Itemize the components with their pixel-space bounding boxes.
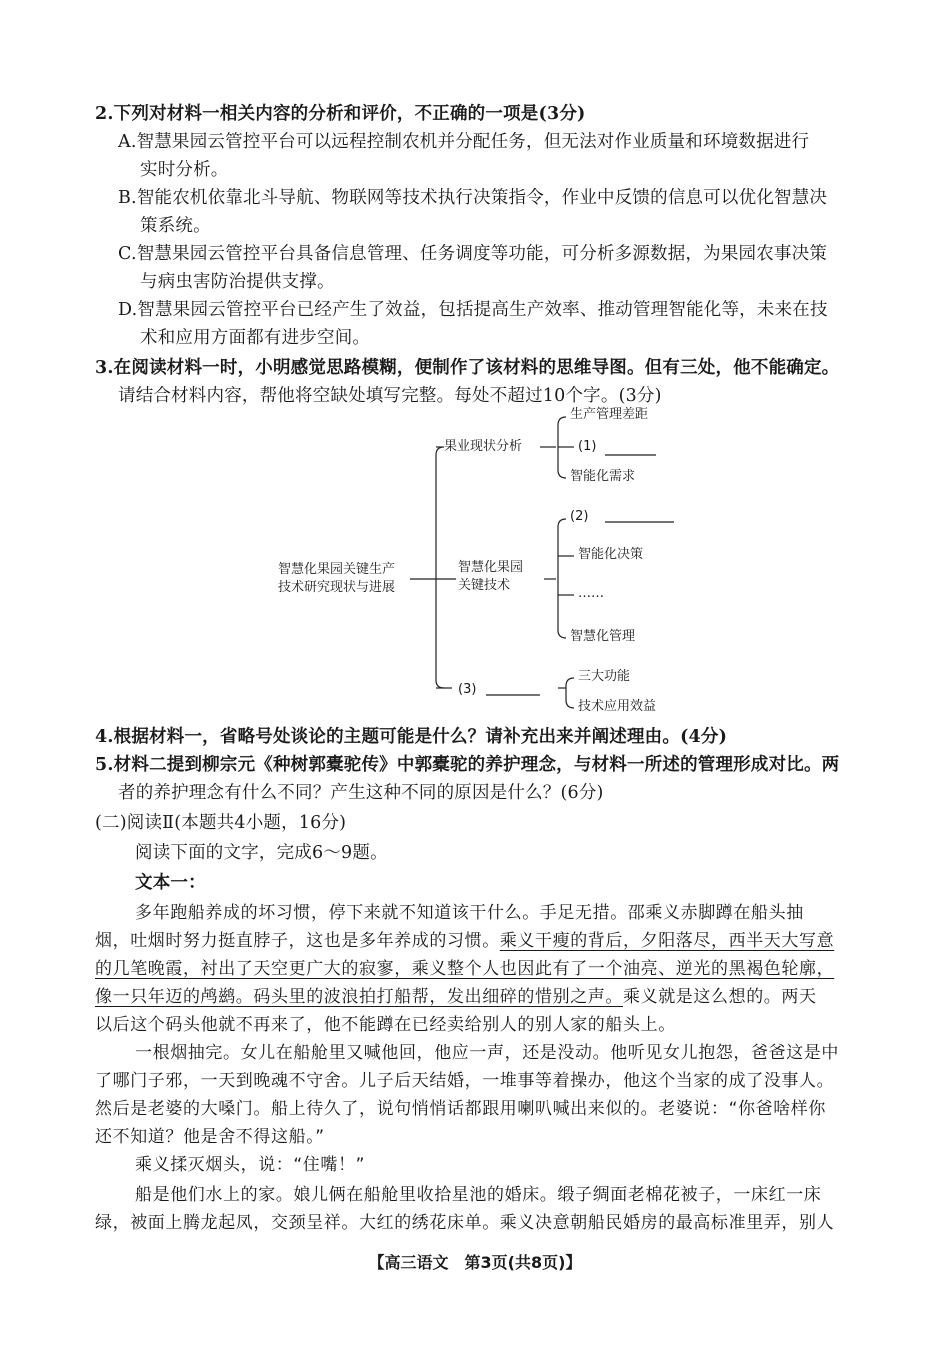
passage-p1-line3: 的几笔晚霞，衬出了天空更广大的寂寥，乘义整个人也因此有了一个油亮、逆光的黑褐色轮廓， — [95, 959, 835, 979]
mind-branch2-item2: 智能化决策 — [578, 547, 644, 562]
passage-p2-line2: 了哪门子邪，一天到晚魂不守舍。儿子后天结婚，一堆事等着操办，他这个当家的成了没事人。 — [95, 1071, 835, 1091]
passage-p1-line4-underlined: 像一只年迈的鸬鹚。码头里的波浪拍打船帮，发出细碎的惜别之声。 — [95, 987, 623, 1007]
passage-p1-line2 — [95, 927, 834, 955]
passage-p1-line2-plain: 烟，吐烟时努力挺直脖子，这也是多年养成的习惯。 — [95, 931, 500, 951]
mind-branch2-item1: (2) — [570, 509, 589, 524]
page-footer: 【高三语文 第3页(共8页)】 — [368, 1253, 582, 1272]
section-2-heading: (二)阅读Ⅱ(本题共4小题，16分) — [95, 813, 347, 833]
mind-branch2-line2: 关键技术 — [458, 578, 511, 593]
question-3-line1: 3.在阅读材料一时，小明感觉思路模糊，便制作了该材料的思维导图。但有三处，他不能确定。 — [95, 358, 840, 378]
passage-p1-line4 — [95, 983, 817, 1011]
mind-branch1-item3: 智能化需求 — [570, 469, 636, 484]
question-4: 4.根据材料一，省略号处谈论的主题可能是什么？请补充出来并阐述理由。(4分) — [95, 727, 728, 747]
mind-map — [260, 395, 700, 725]
question-3-line2: 请结合材料内容，帮他将空缺处填写完整。每处不超过10个字。(3分) — [118, 386, 662, 406]
passage-p2-line1: 一根烟抽完。女儿在船舱里又喊他回，他应一声，还是没动。他听见女儿抱怨，爸爸这是中 — [135, 1043, 839, 1063]
passage-p1-line1: 多年跑船养成的坏习惯，停下来就不知道该干什么。手足无措。邵乘义赤脚蹲在船头抽 — [135, 903, 804, 923]
connector-branch3-bracket — [566, 678, 574, 708]
mind-branch3: (3) — [458, 682, 477, 697]
question-5-line2: 者的养护理念有什么不同？产生这种不同的原因是什么？(6分) — [118, 783, 604, 803]
passage-p4-line1: 船是他们水上的家。娘儿俩在船舱里收拾星池的婚床。缎子绸面老棉花被子，一床红一床 — [135, 1185, 822, 1205]
passage-p1-line2-underlined: 乘义干瘦的背后，夕阳落尽，西半天大写意 — [499, 931, 835, 951]
question-2-stem: 2.下列对材料一相关内容的分析和评价，不正确的一项是(3分) — [95, 104, 586, 124]
connector-main-trunk — [436, 447, 444, 688]
mind-branch1-item2: (1) — [578, 439, 597, 454]
reading-instruction: 阅读下面的文字，完成6～9题。 — [135, 843, 388, 863]
passage-p3: 乘义揉灭烟头，说：“住嘴！” — [135, 1155, 366, 1175]
option-a-line1: A.智慧果园云管控平台可以远程控制农机并分配任务，但无法对作业质量和环境数据进行 — [118, 132, 810, 152]
option-d-line1: D.智慧果园云管控平台已经产生了效益，包括提高生产效率、推动管理智能化等，未来在技 — [118, 300, 828, 320]
option-b-line2: 策系统。 — [140, 216, 211, 236]
option-c-line2: 与病虫害防治提供支撑。 — [140, 272, 335, 292]
mind-branch2-item4: 智慧化管理 — [570, 629, 636, 644]
mind-branch2-item3: …… — [578, 586, 604, 601]
passage-p1-line5: 以后这个码头他就不再来了，他不能蹲在已经卖给别人的别人家的船头上。 — [95, 1015, 676, 1035]
option-d-line2: 术和应用方面都有进步空间。 — [140, 328, 371, 348]
connector-branch2-bracket — [558, 519, 566, 638]
mind-branch1-item1: 生产管理差距 — [570, 407, 649, 422]
mind-root-line1: 智慧化果园关键生产 — [278, 562, 396, 577]
mind-branch1: 果业现状分析 — [444, 439, 523, 454]
passage-p4-line2: 绿，被面上腾龙起凤，交颈呈祥。大红的绣花床单。乘义决意朝船民婚房的最高标准里弄，别人 — [95, 1213, 835, 1233]
mind-branch3-item1: 三大功能 — [578, 669, 631, 684]
option-a-line2: 实时分析。 — [140, 160, 229, 180]
mind-root-line2: 技术研究现状与进展 — [278, 580, 396, 595]
passage-p2-line4: 还不知道？他是舍不得这船。” — [95, 1127, 325, 1147]
option-b-line1: B.智能农机依靠北斗导航、物联网等技术执行决策指令，作业中反馈的信息可以优化智慧决 — [118, 188, 828, 208]
text-one-title: 文本一： — [135, 873, 206, 893]
question-5-line1: 5.材料二提到柳宗元《种树郭橐驼传》中郭橐驼的养护理念，与材料一所述的管理形成对比。两 — [95, 755, 840, 775]
passage-p1-line4-plain: 乘义就是这么想的。两天 — [623, 987, 817, 1007]
mind-branch2-line1: 智慧化果园 — [458, 560, 524, 575]
option-c-line1: C.智慧果园云管控平台具备信息管理、任务调度等功能，可分析多源数据，为果园农事决策 — [118, 244, 828, 264]
passage-p2-line3: 然后是老婆的大嗓门。船上待久了，说句悄悄话都跟用喇叭喊出来似的。老婆说：“你爸啥样你 — [95, 1099, 827, 1119]
mind-branch3-item2: 技术应用效益 — [578, 699, 657, 714]
